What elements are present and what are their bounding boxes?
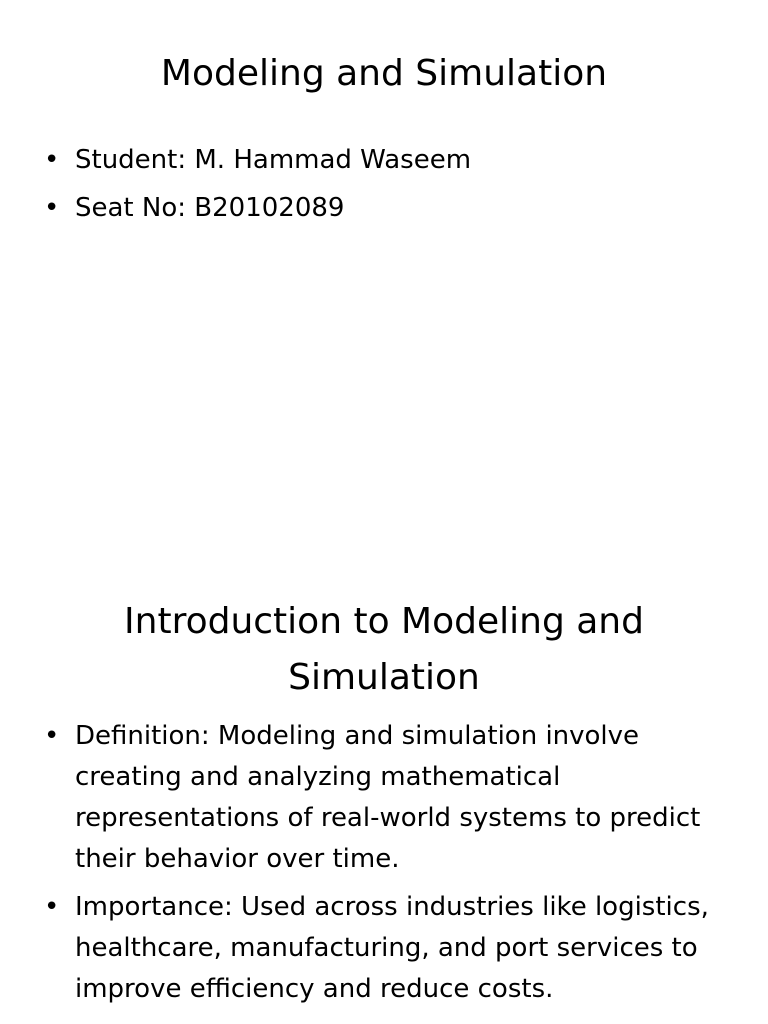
slide-2 (0, 576, 768, 1024)
bullet-text: Importance: Used across industries like logistics, healthcare, manufacturing, and port services to improve efficiency and reduce costs. (75, 892, 709, 1004)
list-item (40, 887, 730, 1010)
list-item (40, 140, 730, 181)
bullet-icon: • (44, 892, 60, 922)
list-item (40, 716, 730, 880)
bullet-icon: • (44, 145, 60, 175)
bullet-list (40, 140, 730, 236)
slide-title: Introduction to Modeling and Simulation (124, 601, 644, 698)
bullet-icon: • (44, 193, 60, 223)
bullet-text: Seat No: B20102089 (75, 193, 345, 223)
bullet-text: Student: M. Hammad Waseem (75, 145, 472, 175)
bullet-text: Definition: Modeling and simulation involve creating and analyzing mathematical representations of real-world systems to predict their behavior over time. (75, 721, 701, 874)
bullet-list (40, 716, 730, 1017)
bullet-icon: • (44, 721, 60, 751)
list-item (40, 188, 730, 229)
slide-title: Modeling and Simulation (160, 53, 608, 94)
